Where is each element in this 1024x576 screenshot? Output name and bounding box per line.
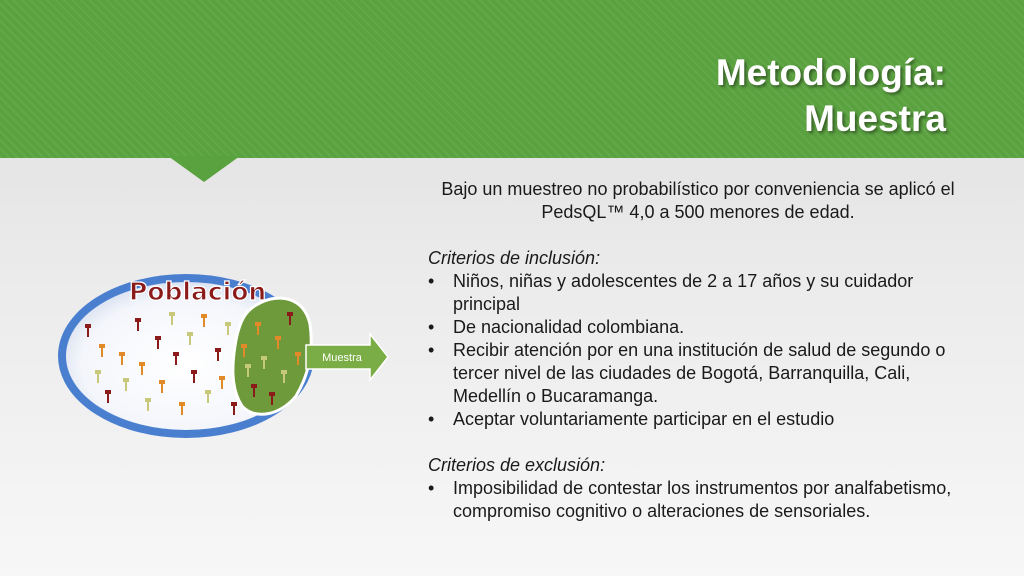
list-item (428, 339, 968, 408)
intro-paragraph: Bajo un muestreo no probabilístico por conveniencia se aplicó el PedsQL™ 4,0 a 500 menores de edad. (441, 179, 955, 222)
list-item (428, 477, 968, 523)
bullet-icon: • (428, 317, 435, 337)
list-item-text: Recibir atención por en una institución de salud de segundo o tercer nivel de las ciudades de Bogotá, Barranquilla, Cali, Medellín o Bucaramanga. (453, 340, 946, 406)
list-item-text: Niños, niñas y adolescentes de 2 a 17 años y su cuidador principal (453, 271, 914, 314)
diagram-graphic (58, 258, 388, 438)
bullet-icon: • (428, 409, 435, 429)
list-item (428, 408, 968, 431)
list-item-text: Imposibilidad de contestar los instrumentos por analfabetismo, compromiso cognitivo o alteraciones de sensoriales. (453, 478, 952, 521)
population-label: Población (129, 277, 267, 306)
inclusion-heading: Criterios de inclusión: (428, 248, 601, 268)
list-item-text: Aceptar voluntariamente participar en el estudio (453, 409, 835, 429)
slide-title-line2: Muestra (804, 98, 946, 139)
bullet-icon: • (428, 478, 435, 498)
methodology-text (428, 178, 968, 523)
bullet-icon: • (428, 271, 435, 291)
exclusion-list (428, 477, 968, 523)
banner-notch (168, 156, 240, 182)
population-sample-diagram (58, 258, 388, 438)
sample-arrow (306, 334, 388, 380)
bullet-icon: • (428, 340, 435, 360)
slide-title (716, 50, 946, 142)
list-item (428, 270, 968, 316)
list-item-text: De nacionalidad colombiana. (453, 317, 685, 337)
exclusion-heading: Criterios de exclusión: (428, 455, 606, 475)
list-item (428, 316, 968, 339)
inclusion-list (428, 270, 968, 431)
sample-arrow-label: Muestra (322, 352, 362, 364)
slide-title-line1: Metodología: (715, 52, 946, 93)
